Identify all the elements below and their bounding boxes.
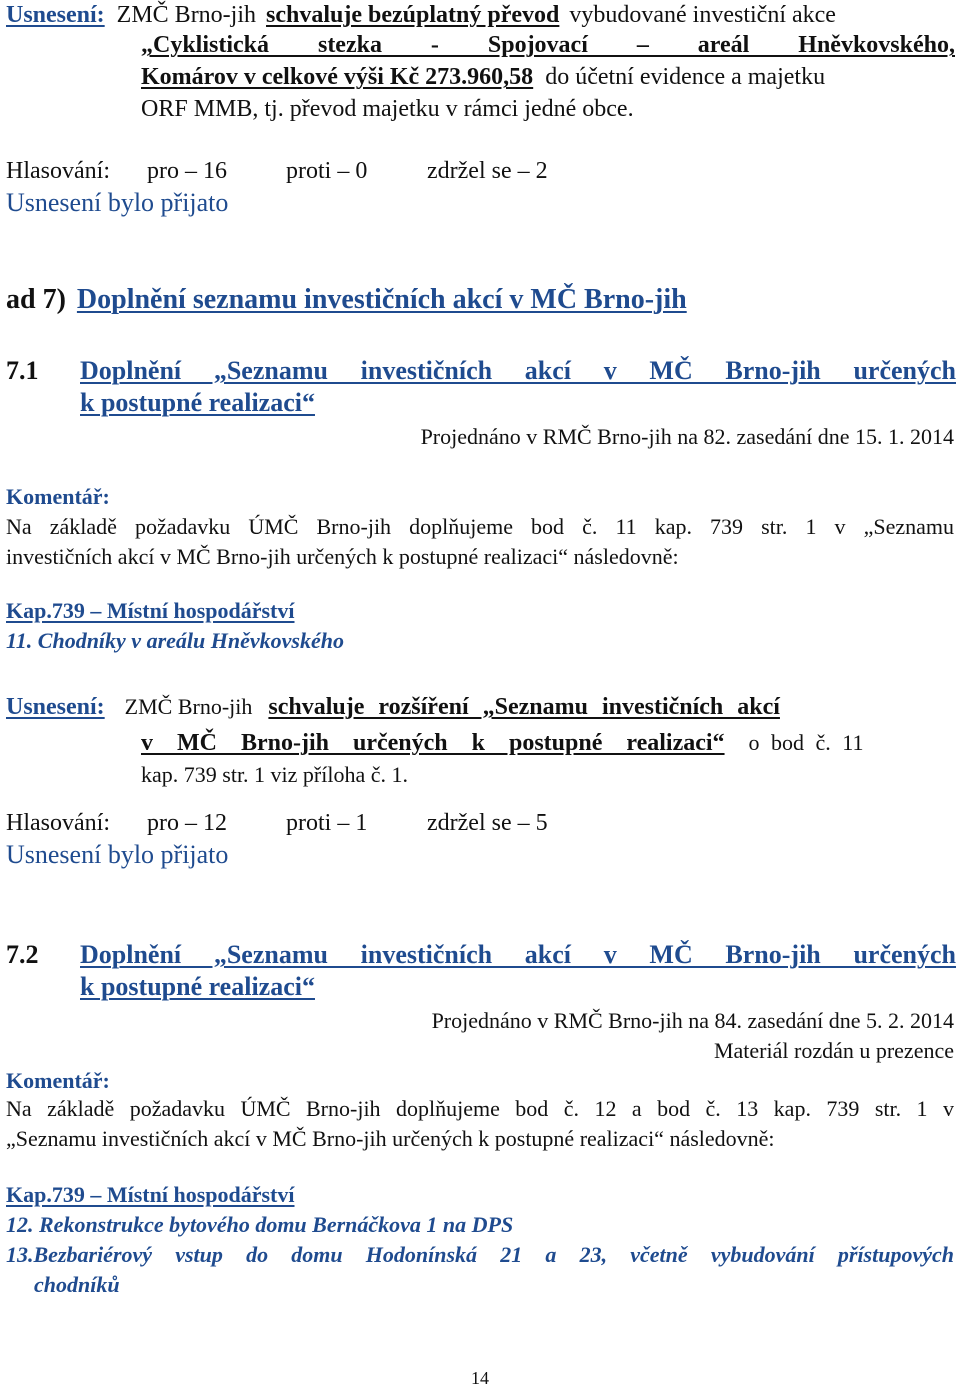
comment-label-72: Komentář: bbox=[6, 1068, 110, 1093]
resolution-line-4: ORF MMB, tj. převod majetku v rámci jedné obce. bbox=[141, 96, 634, 122]
item-title-71-line-2: k postupné realizaci“ bbox=[80, 388, 315, 417]
comment-71-line-2: investičních akcí v MČ Brno-jih určených k postupné realizaci“ následovně: bbox=[6, 544, 679, 569]
vote-abstain-71: zdržel se – 5 bbox=[427, 810, 548, 836]
kap-label-72: Kap.739 – Místní hospodářství bbox=[6, 1182, 295, 1207]
kap-item-72-13-line-1: 13.Bezbariérový vstup do domu Hodonínská 21 a 23, včetně vybudování přístupových bbox=[6, 1242, 954, 1267]
resolution-line-2: „Cyklistická stezka - Spojovací – areál Hněvkovského, bbox=[141, 32, 955, 58]
kap-item-72-13-line-2: chodníků bbox=[34, 1272, 120, 1297]
vote-line-1 bbox=[6, 158, 706, 188]
section-title: Doplnění seznamu investičních akcí v MČ Brno-jih bbox=[76, 284, 687, 315]
item-discussed-71: Projednáno v RMČ Brno-jih na 82. zasedání dne 15. 1. 2014 bbox=[420, 424, 954, 449]
resolution-label-71: Usnesení: bbox=[6, 694, 105, 720]
comment-71-line-1: Na základě požadavku ÚMČ Brno-jih doplňujeme bod č. 11 kap. 739 str. 1 v „Seznamu bbox=[6, 514, 954, 539]
kap-label-71: Kap.739 – Místní hospodářství bbox=[6, 598, 295, 623]
resolution-71-point: o bod č. 11 bbox=[748, 730, 864, 755]
resolution-verb-71: schvaluje rozšíření „Seznamu investičních akcí bbox=[268, 694, 780, 720]
vote-label-71: Hlasování: bbox=[6, 810, 110, 836]
item-material-72: Materiál rozdán u prezence bbox=[713, 1038, 954, 1063]
resolution-71-phrase: v MČ Brno-jih určených k postupné realizaci“ bbox=[141, 730, 725, 756]
resolution-text-2: do účetní evidence a majetku bbox=[545, 64, 826, 90]
resolution-text: vybudované investiční akce bbox=[569, 2, 836, 28]
resolution-amount: Komárov v celkové výši Kč 273.960,58 bbox=[141, 64, 534, 90]
comment-72-line-1: Na základě požadavku ÚMČ Brno-jih doplňujeme bod č. 12 a bod č. 13 kap. 739 str. 1 v bbox=[6, 1096, 954, 1121]
resolution-line-3 bbox=[141, 64, 955, 91]
resolution-71-line-3: kap. 739 str. 1 viz příloha č. 1. bbox=[141, 762, 409, 787]
resolution-71-line-1 bbox=[6, 694, 956, 721]
resolution-71-line-2 bbox=[141, 730, 955, 757]
resolution-verb: schvaluje bezúplatný převod bbox=[266, 2, 560, 28]
resolution-line-1 bbox=[6, 2, 836, 29]
page-number: 14 bbox=[471, 1368, 489, 1388]
vote-line-71 bbox=[6, 810, 706, 840]
vote-abstain: zdržel se – 2 bbox=[427, 158, 548, 184]
vote-result-1: Usnesení bylo přijato bbox=[6, 188, 229, 217]
item-number-71: 7.1 bbox=[6, 356, 39, 385]
kap-item-72-12: 12. Rekonstrukce bytového domu Bernáčkova 1 na DPS bbox=[6, 1212, 514, 1237]
vote-result-71: Usnesení bylo přijato bbox=[6, 840, 229, 869]
resolution-subject: ZMČ Brno-jih bbox=[116, 2, 257, 28]
item-discussed-72: Projednáno v RMČ Brno-jih na 84. zasedání dne 5. 2. 2014 bbox=[431, 1008, 954, 1033]
item-title-71-line-1: Doplnění „Seznamu investičních akcí v MČ Brno-jih určených bbox=[80, 356, 956, 385]
item-title-72-line-1: Doplnění „Seznamu investičních akcí v MČ Brno-jih určených bbox=[80, 940, 956, 969]
kap-item-71: 11. Chodníky v areálu Hněvkovského bbox=[6, 628, 344, 653]
vote-label: Hlasování: bbox=[6, 158, 110, 184]
section-heading bbox=[6, 284, 687, 316]
vote-pro-71: pro – 12 bbox=[147, 810, 227, 836]
resolution-subject-71: ZMČ Brno-jih bbox=[124, 694, 253, 719]
vote-pro: pro – 16 bbox=[147, 158, 227, 184]
section-number: ad 7) bbox=[6, 284, 66, 315]
item-number-72: 7.2 bbox=[6, 940, 39, 969]
vote-proti-71: proti – 1 bbox=[286, 810, 368, 836]
comment-label-71: Komentář: bbox=[6, 484, 110, 509]
vote-proti: proti – 0 bbox=[286, 158, 368, 184]
item-title-72-line-2: k postupné realizaci“ bbox=[80, 972, 315, 1001]
comment-72-line-2: „Seznamu investičních akcí v MČ Brno-jih určených k postupné realizaci“ následovně: bbox=[6, 1126, 775, 1151]
resolution-label: Usnesení: bbox=[6, 2, 105, 28]
